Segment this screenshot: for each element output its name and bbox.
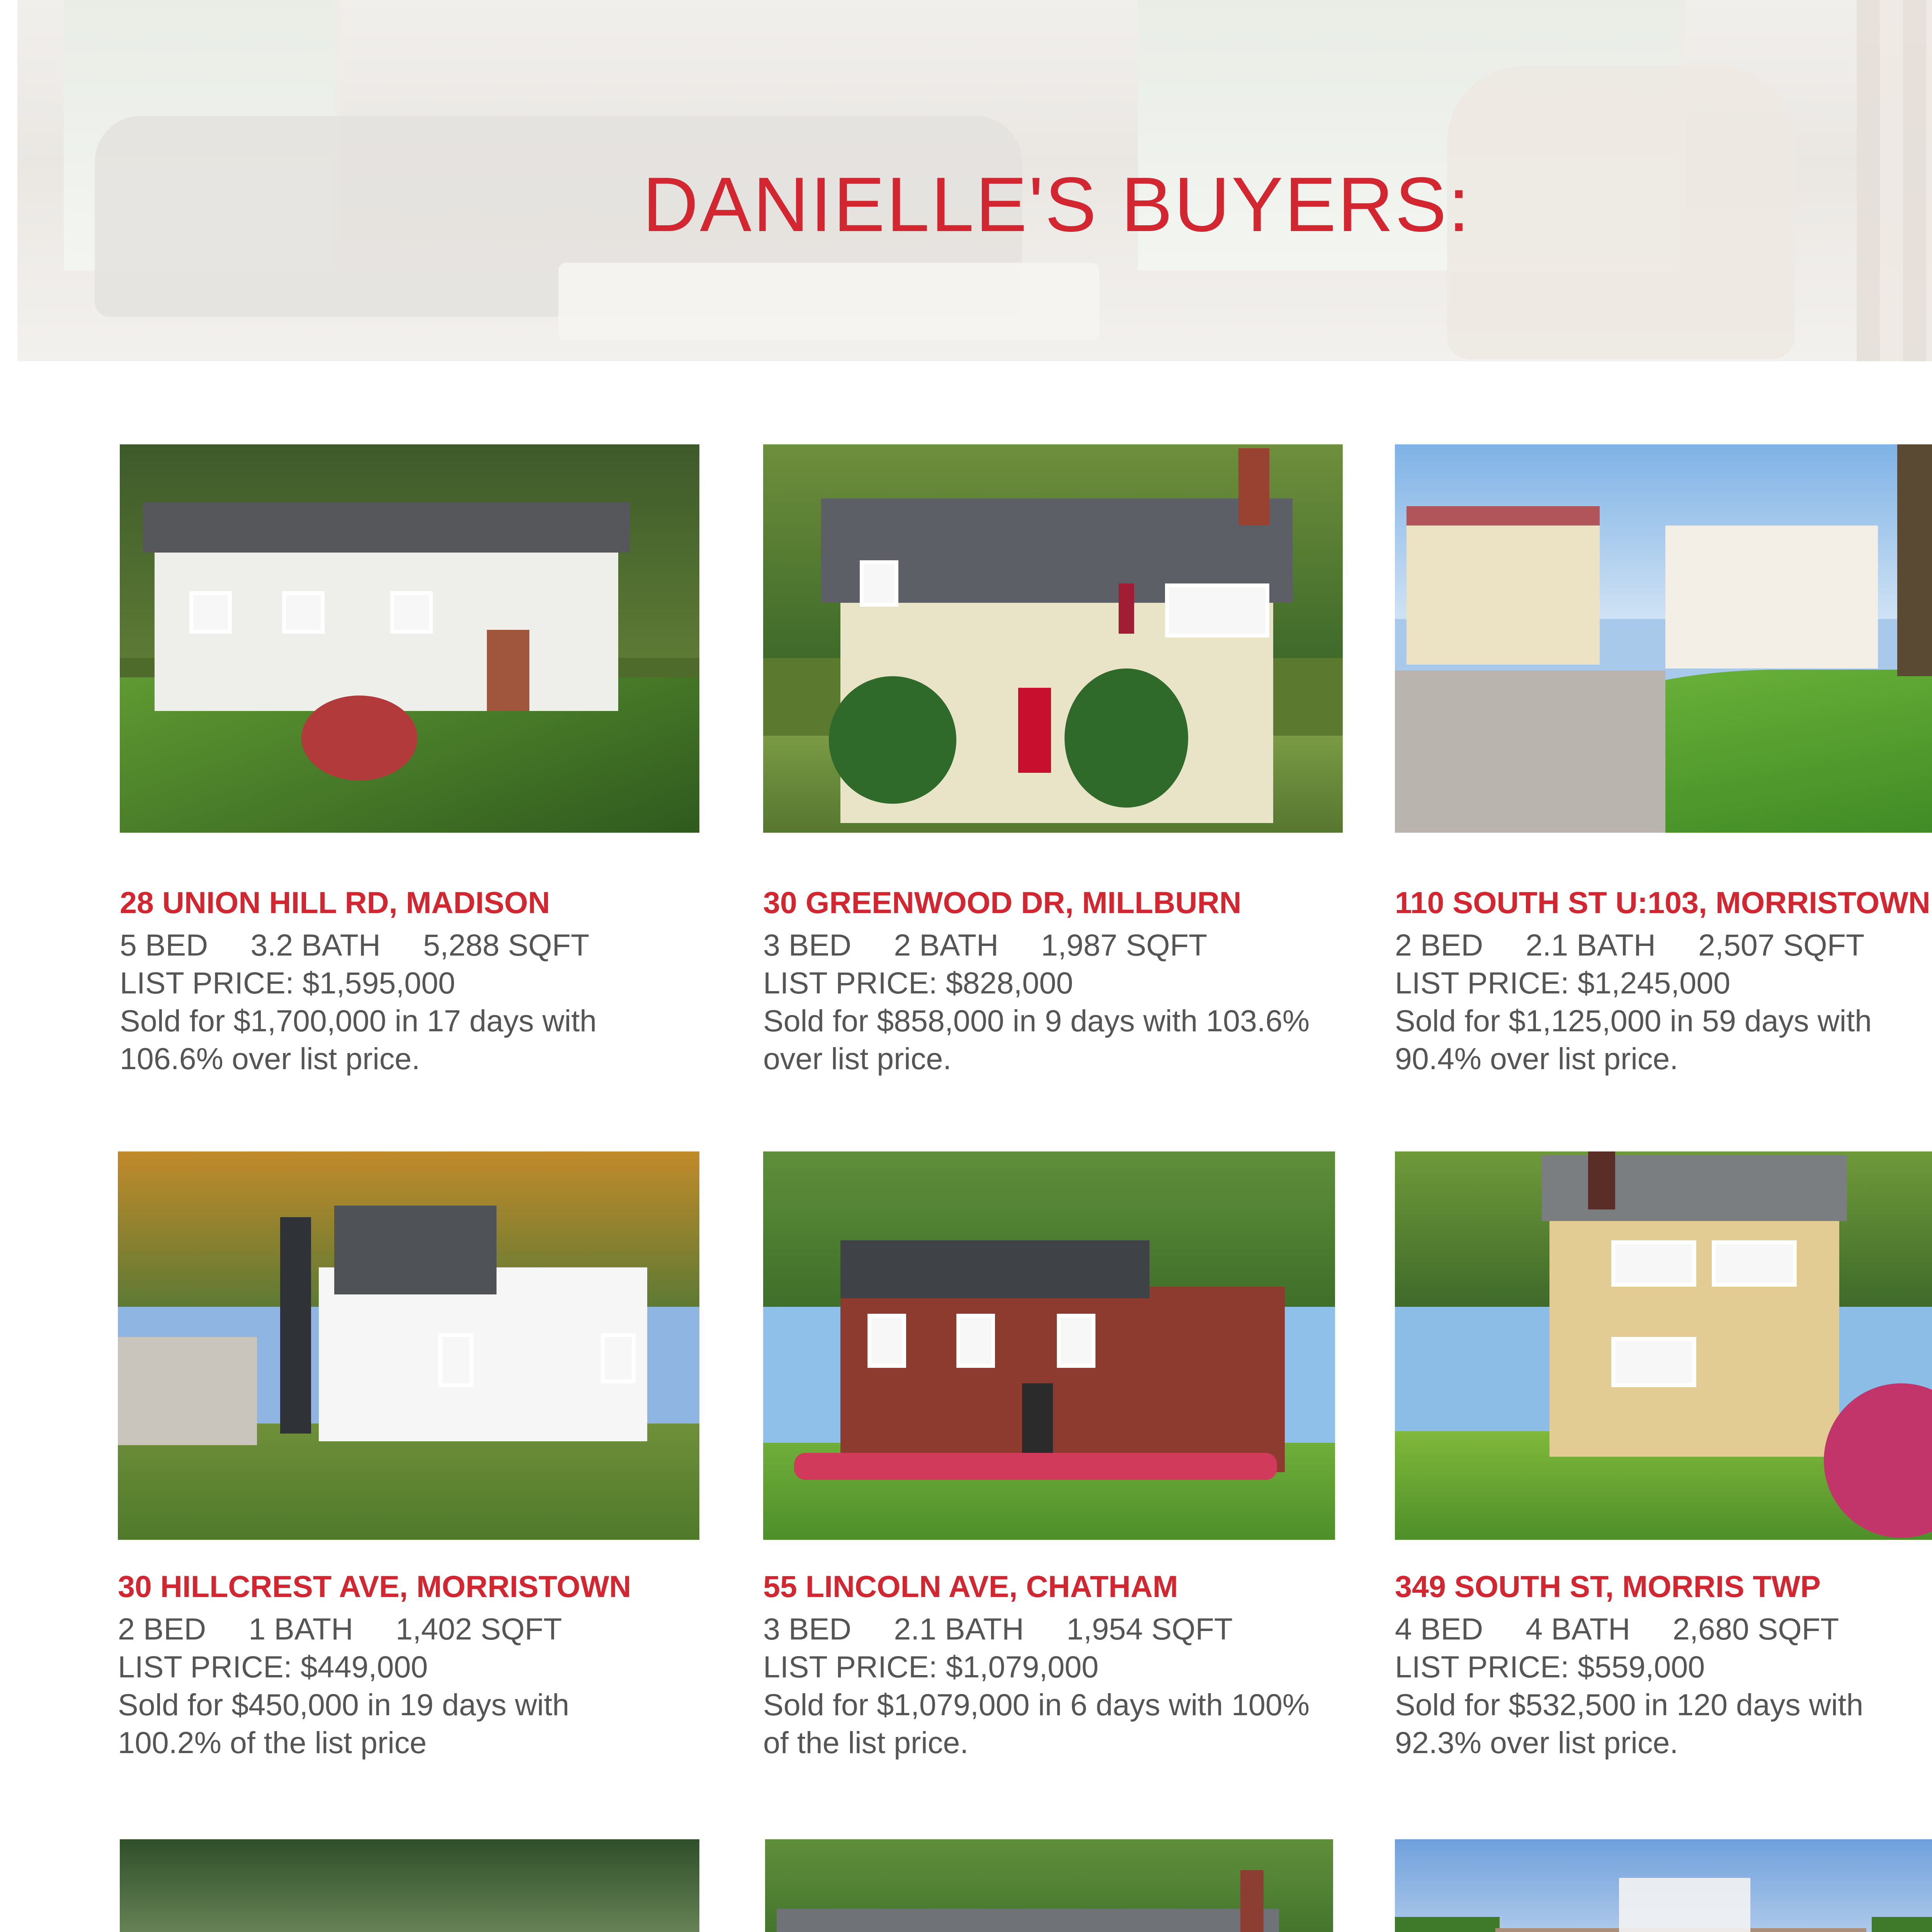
listing-address[interactable]: 55 LINCOLN AVE, CHATHAM (763, 1569, 1178, 1604)
listing-sold-line: Sold for $450,000 in 19 days with (118, 1687, 570, 1722)
listing-beds: 2 BED (118, 1612, 206, 1646)
listing-baths: 1 BATH (248, 1612, 354, 1646)
listing-list-price: LIST PRICE: $559,000 (1395, 1650, 1705, 1684)
listing-sold-line: Sold for $1,125,000 in 59 days with (1395, 1003, 1872, 1038)
listing-address[interactable]: 349 SOUTH ST, MORRIS TWP (1395, 1569, 1821, 1604)
listing-sold-line: 90.4% over list price. (1395, 1041, 1679, 1076)
listing-sold-line: Sold for $858,000 in 9 days with 103.6% (763, 1003, 1310, 1038)
listing-sqft: 1,402 SQFT (396, 1612, 562, 1646)
listing-sold-line: 106.6% over list price. (120, 1041, 420, 1076)
page-title: DANIELLE'S BUYERS: (642, 162, 1471, 248)
listing-address[interactable]: 30 HILLCREST AVE, MORRISTOWN (118, 1569, 631, 1604)
listing-baths: 2 BATH (894, 928, 999, 962)
listing-beds: 4 BED (1395, 1612, 1483, 1646)
listing-list-price: LIST PRICE: $449,000 (118, 1650, 428, 1684)
listing-specs (763, 1611, 1275, 1647)
listing-sold-line: 92.3% over list price. (1395, 1725, 1679, 1760)
listing-sqft: 1,954 SQFT (1066, 1612, 1233, 1646)
listing-sold-line: 100.2% of the list price (118, 1725, 427, 1760)
listing-photo[interactable] (1395, 444, 1932, 833)
listing-baths: 4 BATH (1526, 1612, 1631, 1646)
listing-beds: 3 BED (763, 928, 852, 962)
listing-photo[interactable] (1395, 1151, 1932, 1540)
banner-table-image (558, 263, 1099, 340)
listing-specs (1395, 927, 1907, 963)
listing-sold-line: Sold for $1,079,000 in 6 days with 100% (763, 1687, 1310, 1722)
listing-photo[interactable] (120, 444, 699, 833)
listing-sqft: 2,507 SQFT (1698, 928, 1865, 962)
listing-photo[interactable] (763, 1151, 1335, 1540)
listing-specs (1395, 1611, 1881, 1647)
listing-list-price: LIST PRICE: $1,595,000 (120, 966, 456, 1000)
listing-specs (120, 927, 632, 963)
listing-sold-line: Sold for $1,700,000 in 17 days with (120, 1003, 597, 1038)
listing-photo[interactable] (1395, 1839, 1932, 1932)
listing-baths: 2.1 BATH (1526, 928, 1656, 962)
listing-address[interactable]: 28 UNION HILL RD, MADISON (120, 885, 550, 920)
listing-address[interactable]: 30 GREENWOOD DR, MILLBURN (763, 885, 1242, 920)
listing-baths: 2.1 BATH (894, 1612, 1024, 1646)
listing-photo[interactable] (765, 1839, 1333, 1932)
listing-sold-line: over list price. (763, 1041, 952, 1076)
listing-baths: 3.2 BATH (250, 928, 381, 962)
listing-list-price: LIST PRICE: $828,000 (763, 966, 1073, 1000)
listing-beds: 5 BED (120, 928, 208, 962)
listing-photo[interactable] (118, 1151, 699, 1540)
listing-sqft: 1,987 SQFT (1041, 928, 1208, 962)
listing-photo[interactable] (120, 1839, 699, 1932)
listing-specs (118, 1611, 604, 1647)
listing-sold-line: of the list price. (763, 1725, 969, 1760)
listing-beds: 3 BED (763, 1612, 852, 1646)
listing-sold-line: Sold for $532,500 in 120 days with (1395, 1687, 1864, 1722)
listing-list-price: LIST PRICE: $1,245,000 (1395, 966, 1731, 1000)
listing-sqft: 5,288 SQFT (423, 928, 590, 962)
listing-address[interactable]: 110 SOUTH ST U:103, MORRISTOWN (1395, 885, 1930, 920)
header-banner (17, 0, 1932, 361)
listing-sqft: 2,680 SQFT (1673, 1612, 1839, 1646)
listing-list-price: LIST PRICE: $1,079,000 (763, 1650, 1099, 1684)
listing-beds: 2 BED (1395, 928, 1483, 962)
listing-specs (763, 927, 1250, 963)
listing-photo[interactable] (763, 444, 1343, 833)
